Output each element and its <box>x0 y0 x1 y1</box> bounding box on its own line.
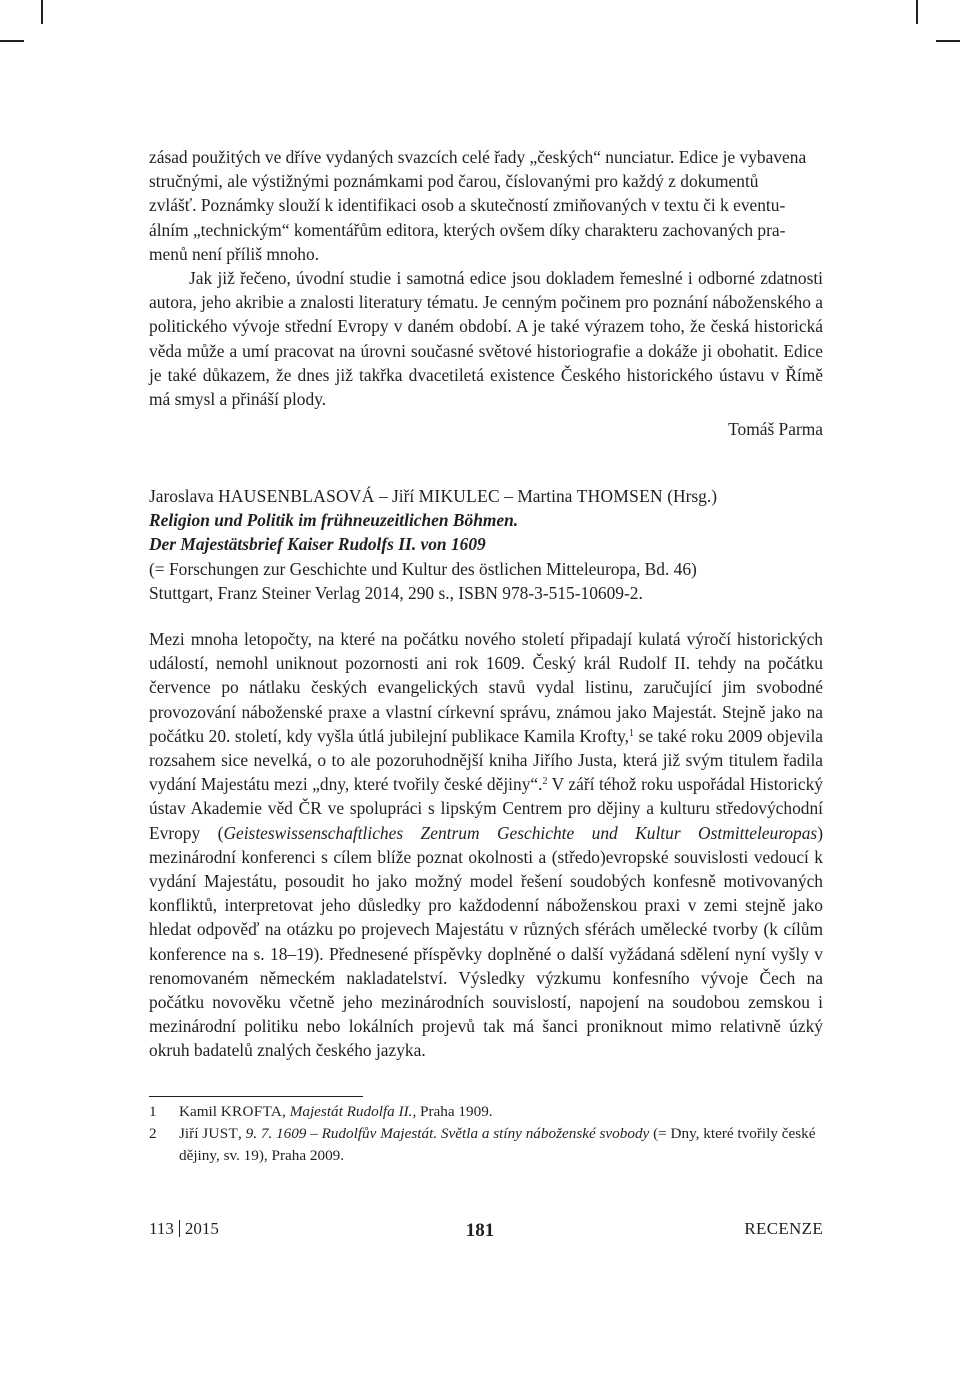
book-bibliography <box>149 484 829 605</box>
footnote-1: 1 Kamil KROFTA, Majestát Rudolfa II., Praha 1909. <box>149 1103 493 1120</box>
book-title-line-2: Der Majestätsbrief Kaiser Rudolfs II. von 1609 <box>149 534 486 555</box>
review1-line: álním „technickým“ komentářům editora, kterých ovšem díky charakteru zachovaných pra- <box>149 219 786 240</box>
footnote-2: 2 Jiří JUST, 9. 7. 1609 – Rudolfův Majestát. Světla a stíny náboženské svobody (= Dny, které tvořily české dějiny, sv. 19), Praha 2009. <box>149 1125 816 1164</box>
footer-section: RECENZE <box>744 1219 823 1238</box>
review1-line: zvlášť. Poznámky slouží k identifikaci osob a skutečností zmiňovaných v textu či k eventu- <box>149 195 786 216</box>
footnote-ref-1: 1 <box>629 727 634 739</box>
footnotes <box>149 1101 823 1167</box>
previous-review-end <box>149 145 823 441</box>
footnote-ref-2: 2 <box>542 776 548 788</box>
book-series: (= Forschungen zur Geschichte und Kultur des östlichen Mitteleuropa, Bd. 46) <box>149 558 697 579</box>
crop-mark-top-right <box>916 0 918 24</box>
crop-mark-top-left <box>41 0 43 24</box>
review1-paragraph-2: Jak již řečeno, úvodní studie i samotná edice jsou dokladem řemeslné i odborné zdatnosti autora, jeho akribie a znalosti literatury tématu. Je cenným počinem pro poznání náboženského a politického vývoje střední Evropy v daném období. A je také výrazem toho, že česká historická věda může a umí pracovat na úrovni současné světové historiografie a dokáže ji obohatit. Edice je také důkazem, že dnes již takřka dvacetiletá existence Českého historického ústavu v Římě má smysl a přináší plody. <box>149 268 823 410</box>
footer-volume-year: 113 2015 <box>149 1219 219 1238</box>
review1-line: stručnými, ale výstižnými poznámkami pod čarou, číslovanými pro každý z dokumentů <box>149 171 759 192</box>
review1-line: zásad použitých ve dříve vydaných svazcích celé řady „českých“ nunciatur. Edice je vybavena <box>149 147 807 167</box>
crop-mark-right-horizontal <box>936 40 960 42</box>
book-publisher: Stuttgart, Franz Steiner Verlag 2014, 290 s., ISBN 978-3-515-10609-2. <box>149 582 643 603</box>
review1-line: menů není příliš mnoho. <box>149 243 320 264</box>
review2-paragraph: Mezi mnoha letopočty, na které na počátku nového století připadají kulatá výročí historických událostí, nemohl uniknout pozornosti ani rok 1609. Český král Rudolf II. tehdy na počátku července po nátlaku českých evangelických stavů vydal listinu, zaručující jim svobodné provozování náboženské praxe a vlastní církevní správu, známou jako Majestát. Stejně jako na počátku 20. století, kdy vyšla útlá jubilejní publikace Kamila Krofty,$^1$ se také roku 2009 objevila rozsahem sice nevelká, o to ale pozoruhodnější kniha Jiřího Justa, která již svým titulem řadila vydání Majestátu mezi „dny, které tvořily české dějiny“.$^2$ V září téhož roku uspořádal Historický ústav Akademie věd ČR ve spolupráci s lipským Centrem pro dějiny a kulturu středovýchodní Evropy (Geisteswissenschaftliches Zentrum Geschichte und Kultur Ostmitteleuropas) mezinárodní konferenci s cílem blíže poznat okolnosti a (středo)evropské souvislosti vedoucí k vydání Majestátu, posoudit ho jako možný model řešení soudobých konfesně motivovaných konfliktů, interpretovat jeho důsledky pro každodenní náboženskou praxi v zemi stejně jako hledat odpověď na otázku po projevech Majestátu v různých sférách umělecké tvorby (k cílům konference na s. 18–19). Přednesené příspěvky doplněné o další vyžádaná sdělení nyní vyšly v renomovaném německém nakladatelství. Výsledky výzkumu konfesního vývoje Čech na počátku novověku včetně jeho mezinárodních souvislostí, napojení na soudobou zemskou i mezinárodní politiku nebo lokálních projevů tak má šanci proniknout mimo relativně úzký okruh badatelů znalých českého jazyka. <box>149 629 823 1061</box>
reviewer-signature: Tomáš Parma <box>728 419 823 440</box>
page-number: 181 <box>465 1220 495 1241</box>
footnote-rule <box>149 1096 363 1097</box>
crop-mark-left-horizontal <box>0 40 24 42</box>
book-editors: Jaroslava HAUSENBLASOVÁ – Jiří MIKULEC – Martina THOMSEN (Hrsg.) <box>149 486 717 506</box>
review1-paragraph-1 <box>149 145 823 266</box>
book-title-line-1: Religion und Politik im frühneuzeitlichen Böhmen. <box>149 510 519 531</box>
review-body <box>149 627 823 1063</box>
